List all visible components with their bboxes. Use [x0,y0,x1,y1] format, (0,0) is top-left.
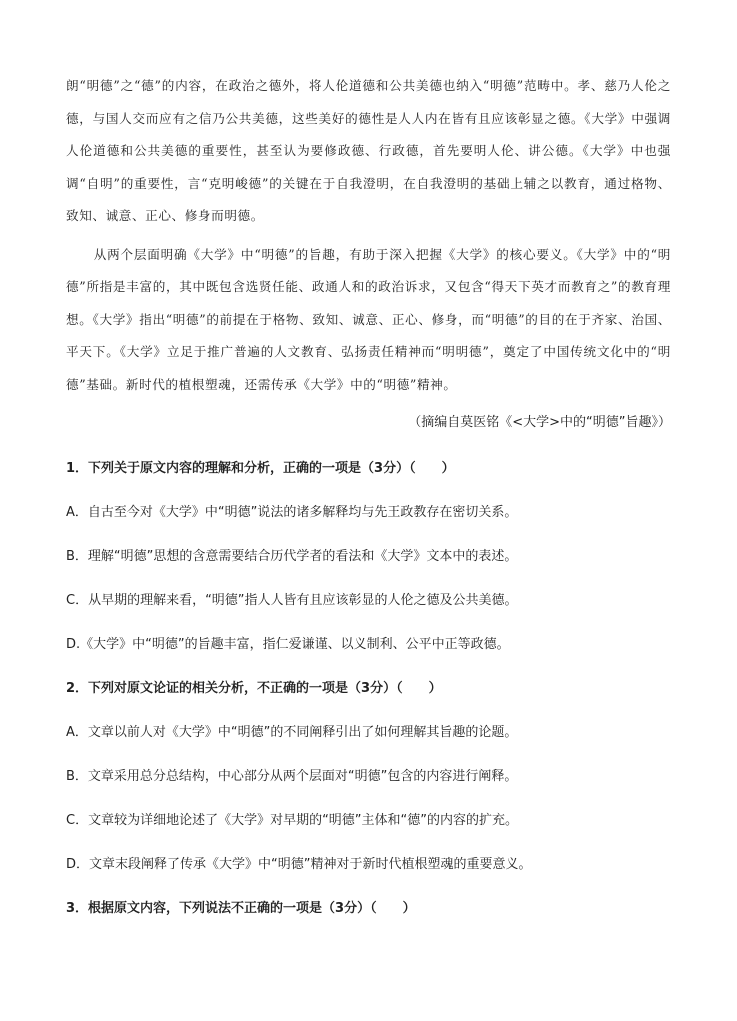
passage-source: （摘编自莫医铭《<大学>中的“明德”旨趣》） [408,415,671,430]
passage-paragraph-2: 从两个层面明确《大学》中“明德”的旨趣，有助于深入把握《大学》的核心要义。《大学》中的“明德”所指是丰富的，其中既包含选贤任能、政通人和的政治诉求，又包含“得天下英才而教育之”的教育理想。《大学》指出“明德”的前提在于格物、致知、诚意、正心、修身，而“明德”的目的在于齐家、治国、平天下。《大学》立足于推广普遍的人文教育、弘扬责任精神而“明明德”，奠定了中国传统文化中的“明德”基础。新时代的植根塑魂，还需传承《大学》中的“明德”精神。 [66,246,671,392]
option-c: C．从早期的理解来看，“明德”指人人皆有且应该彰显的人伦之德及公共美德。 [66,593,518,608]
option-c: C．文章较为详细地论述了《大学》对早期的“明德”主体和“德”的内容的扩充。 [66,813,519,828]
question-1 [66,447,671,667]
question-stem: 3．根据原文内容，下列说法不正确的一项是（3分）（ ） [66,901,416,916]
question-3 [66,887,671,931]
question-2 [66,667,671,887]
option-b: B．文章采用总分总结构，中心部分从两个层面对“明德”包含的内容进行阐释。 [66,769,518,784]
question-stem: 2．下列对原文论证的相关分析，不正确的一项是（3分）（ ） [66,681,442,696]
passage-paragraph-1: 朗“明德”之“德”的内容，在政治之德外，将人伦道德和公共美德也纳入“明德”范畴中。孝、慈乃人伦之德，与国人交而应有之信乃公共美德，这些美好的德性是人人内在皆有且应该彰显之德。《大学》中强调人伦道德和公共美德的重要性，甚至认为要修政德、行政德，首先要明人伦、讲公德。《大学》中也强调“自明”的重要性，言“克明峻德”的关键在于自我澄明，在自我澄明的基础上辅之以教育，通过格物、致知、诚意、正心、修身而明德。 [66,78,671,223]
option-d: D.《大学》中“明德”的旨趣丰富，指仁爱谦谨、以义制利、公平中正等政德。 [66,637,510,652]
question-stem: 1．下列关于原文内容的理解和分析，正确的一项是（3分）（ ） [66,461,455,476]
option-a: A．自古至今对《大学》中“明德”说法的诸多解释均与先王政教存在密切关系。 [66,505,518,520]
option-a: A．文章以前人对《大学》中“明德”的不同阐释引出了如何理解其旨趣的论题。 [66,725,518,740]
option-b: B．理解“明德”思想的含意需要结合历代学者的看法和《大学》文本中的表述。 [66,549,518,564]
option-d: D．文章末段阐释了传承《大学》中“明德”精神对于新时代植根塑魂的重要意义。 [66,857,532,872]
